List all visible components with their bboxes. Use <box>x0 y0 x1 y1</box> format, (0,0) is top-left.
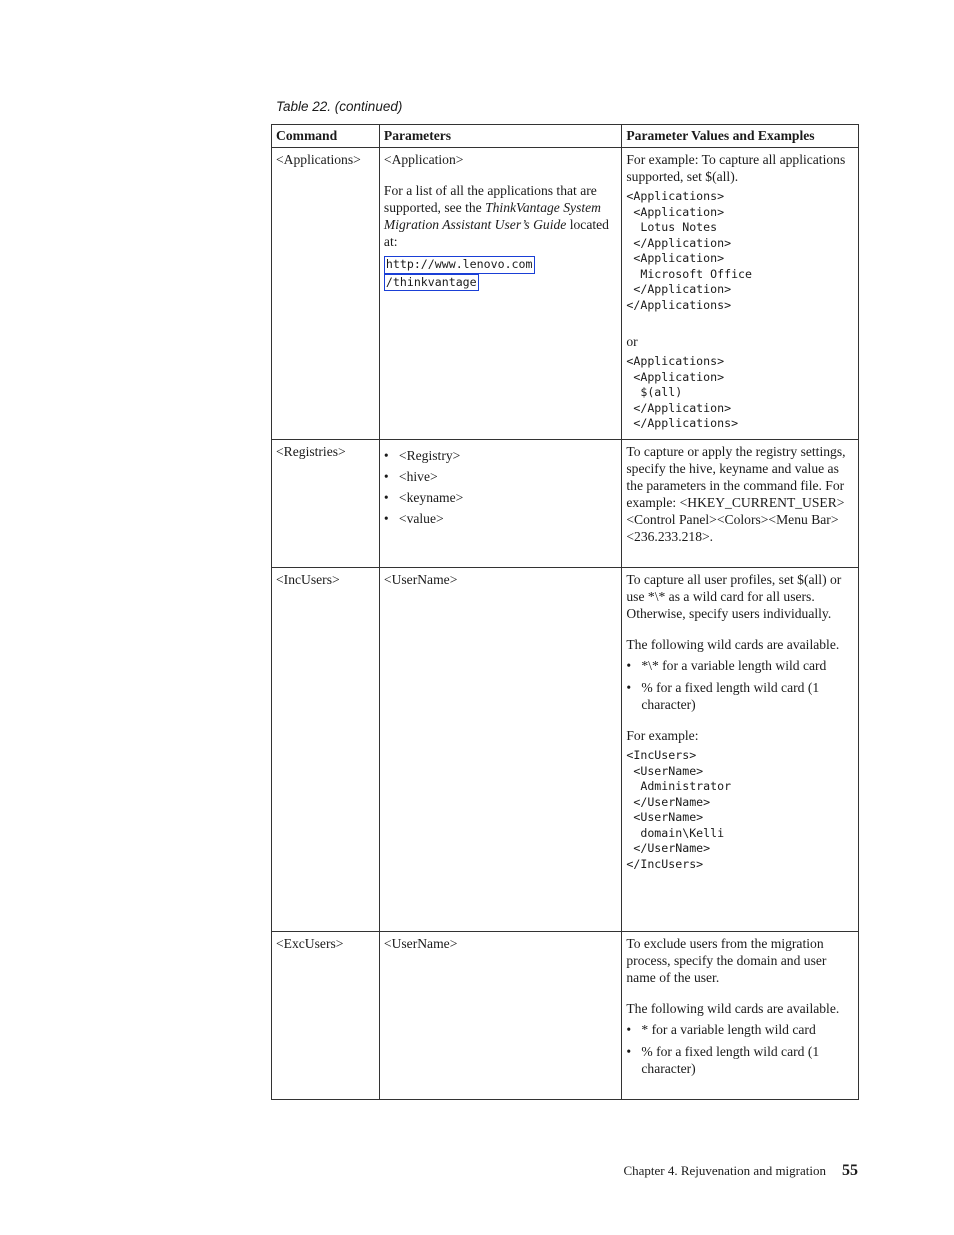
page-number: 55 <box>842 1162 858 1179</box>
list-item: • <Registry> <box>384 447 617 464</box>
or-text: or <box>626 334 638 349</box>
values-cell <box>622 932 859 1100</box>
table-row-applications <box>272 148 859 440</box>
command-cell: <ExcUsers> <box>272 932 380 1100</box>
value-p2: The following wild cards are available. <box>626 1001 840 1016</box>
value-p3: For example: <box>626 728 699 743</box>
param-description <box>384 182 617 250</box>
wildcard-list <box>626 1021 854 1077</box>
command-cell: <Applications> <box>272 148 380 440</box>
table-header-row <box>272 125 859 148</box>
value-p1: To exclude users from the migration process, specify the domain and user name of the user. <box>626 936 827 985</box>
list-item: • % for a fixed length wild card (1 character) <box>626 1043 854 1077</box>
command-table <box>271 124 859 1100</box>
values-cell <box>622 568 859 932</box>
thinkvantage-link[interactable] <box>384 256 535 291</box>
table-row-registries <box>272 440 859 568</box>
value-text: To capture or apply the registry settings, specify the hive, keyname and value as the parameters in the command file. For example: <HKEY_CURRENT_USER> <Control Panel><Colors><Menu Bar><236.233.218>. <box>626 444 846 544</box>
page-footer <box>623 1162 858 1180</box>
code-example-2: <Applications> <Application> $(all) </Application> </Applications> <box>626 354 739 430</box>
command-cell: <Registries> <box>272 440 380 568</box>
header-values: Parameter Values and Examples <box>622 125 859 148</box>
list-item: • <value> <box>384 510 617 527</box>
values-cell <box>622 148 859 440</box>
param-list <box>384 447 617 527</box>
list-item: • <keyname> <box>384 489 617 506</box>
parameters-cell <box>379 440 621 568</box>
header-command: Command <box>272 125 380 148</box>
chapter-title: Chapter 4. Rejuvenation and migration <box>623 1163 826 1178</box>
code-example: <IncUsers> <UserName> Administrator </UserName> <UserName> domain\Kelli </UserName> </IncUsers> <box>626 748 732 871</box>
header-parameters: Parameters <box>379 125 621 148</box>
list-item: • <hive> <box>384 468 617 485</box>
param-desc-post: located at: <box>383 217 609 249</box>
value-p1: To capture all user profiles, set $(all) or use *\* as a wild card for all users. Otherwise, specify users individually. <box>626 572 842 621</box>
table-row-excusers <box>272 932 859 1100</box>
wildcard-list <box>626 657 854 713</box>
code-example-1: <Applications> <Application> Lotus Notes </Application> <Application> Microsoft Office </Application> </Applications> <box>626 189 753 312</box>
list-item: • * for a variable length wild card <box>626 1021 854 1038</box>
table-caption: Table 22. (continued) <box>276 99 403 114</box>
list-item: • % for a fixed length wild card (1 character) <box>626 679 854 713</box>
values-cell <box>622 440 859 568</box>
parameters-cell: <UserName> <box>379 932 621 1100</box>
command-cell: <IncUsers> <box>272 568 380 932</box>
parameters-cell: <UserName> <box>379 568 621 932</box>
table-row-incusers <box>272 568 859 932</box>
link-line-2[interactable]: /thinkvantage <box>384 274 479 292</box>
param-main: <Application> <box>383 152 464 167</box>
guide-title: ThinkVantage System Migration Assistant User’s Guide <box>383 200 601 232</box>
link-line-1[interactable]: http://www.lenovo.com <box>384 256 535 274</box>
value-p2: The following wild cards are available. <box>626 637 840 652</box>
list-item: • *\* for a variable length wild card <box>626 657 854 674</box>
param-desc-pre: For a list of all the applications that are supported, see the <box>383 183 597 215</box>
value-intro: For example: To capture all applications supported, set $(all). <box>626 152 846 184</box>
parameters-cell <box>379 148 621 440</box>
